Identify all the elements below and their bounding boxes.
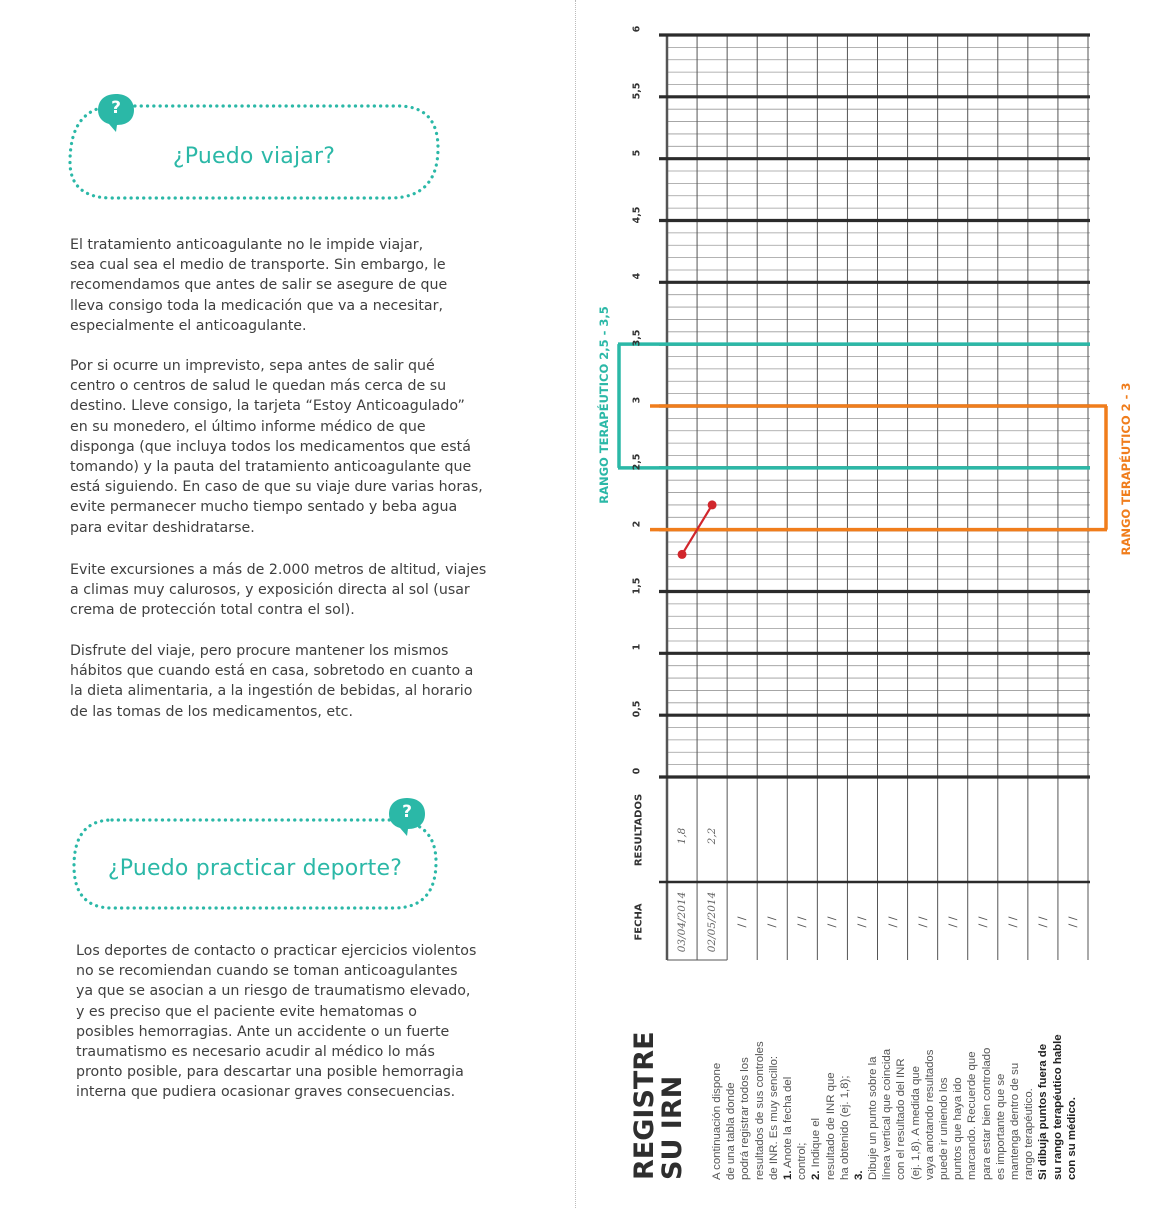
instruction-line: [911, 1034, 925, 1180]
instruction-line: [840, 1034, 854, 1180]
y-tick-label: 4,5: [631, 206, 643, 223]
instruction-text: (ej. 1,8). A medida que: [909, 1066, 922, 1180]
inr-chart: [576, 0, 1150, 1208]
date-cell: 03/04/2014: [676, 891, 689, 953]
date-cell-empty: / /: [855, 916, 869, 928]
right-page: [576, 0, 1150, 1208]
date-cell-empty: / /: [1066, 916, 1080, 928]
sport-paragraph-1: Los deportes de contacto o practicar ejercicios violentos no se recomiendan cuando se toman anticoagulantes ya que se asocian a un riesgo de traumatismo elevado, y es preciso que el paciente evite hematomas o posibles hemorragias. Ante un accidente o un fuerte traumatismo es necesario acudir al médico lo más pronto posible, para descartar una posible hemorragia interna que pudiera ocasionar graves consecuencias.: [76, 943, 477, 1101]
y-tick-label: 4: [631, 273, 643, 280]
header-resultados: RESULTADOS: [633, 793, 645, 867]
inr-data-point: [708, 500, 717, 509]
date-cell-empty: / /: [976, 916, 990, 928]
date-cell-empty: / /: [795, 916, 809, 928]
instruction-line: [896, 1034, 910, 1180]
range-label-orange: RANGO TERAPÉUTICO 2 - 3: [1119, 382, 1133, 556]
result-cell: 2,2: [706, 827, 719, 845]
instruction-line: [797, 1034, 811, 1180]
instruction-bold: con su médico.: [1065, 1097, 1078, 1180]
date-cell-empty: / /: [1006, 916, 1020, 928]
y-tick-label: 2: [631, 520, 643, 527]
instruction-text: línea vertical que coincida: [881, 1048, 894, 1180]
instruction-bold: 3.: [852, 1170, 865, 1180]
instruction-text: control;: [796, 1142, 809, 1180]
y-tick-label: 1: [631, 644, 643, 651]
y-tick-label: 0,5: [631, 700, 643, 718]
instruction-text: mantenga dentro de su: [1008, 1062, 1021, 1180]
y-tick-label: 5,5: [631, 82, 643, 100]
instruction-line: [882, 1034, 896, 1180]
date-cell-empty: / /: [825, 916, 839, 928]
travel-paragraph-2: Por si ocurre un imprevisto, sepa antes de salir qué centro o centros de salud le quedan más cerca de su destino. Lleve consigo, la tarjeta “Estoy Anticoagulado” en su monedero, el último informe médico de que disponga (que incluya todos los medicamentos que está tomando) y la pauta del tratamiento anticoagulante que está siguiendo. En caso de que su viaje dure varias horas, evite permanecer mucho tiempo sentado y beba agua para evitar deshidratarse.: [70, 358, 483, 536]
instruction-bold: Si dibuja puntos fuera de: [1037, 1043, 1050, 1180]
register-instructions: [712, 1034, 1081, 1180]
instruction-text: Dibuje un punto sobre la: [867, 1056, 880, 1180]
travel-paragraph-4: Disfrute del viaje, pero procure mantener los mismos hábitos que cuando está en casa, sobretodo en cuanto a la dieta alimentaria, a la ingestión de bebidas, al horario de las tomas de los medicamentos, etc.: [70, 643, 474, 720]
section-title: ¿Puedo viajar?: [172, 144, 336, 169]
travel-paragraph-3: Evite excursiones a más de 2.000 metros de altitud, viajes a climas muy calurosos, y exposición directa al sol (usar crema de protección total contra el sol).: [70, 562, 487, 619]
section-title: ¿Puedo practicar deporte?: [107, 856, 403, 881]
date-cell-empty: / /: [765, 916, 779, 928]
instruction-line: [783, 1034, 797, 1180]
instruction-line: [769, 1034, 783, 1180]
date-cell-empty: / /: [735, 916, 749, 928]
instruction-line: [726, 1034, 740, 1180]
instruction-line: [1024, 1034, 1038, 1180]
instruction-line: [868, 1034, 882, 1180]
instruction-line: [1010, 1034, 1024, 1180]
date-cell-empty: / /: [886, 916, 900, 928]
instruction-line: [811, 1034, 825, 1180]
date-cell-empty: / /: [1036, 916, 1050, 928]
instruction-line: [740, 1034, 754, 1180]
instruction-line: [1053, 1034, 1067, 1180]
section-title-bubble-sport: [72, 818, 438, 910]
instruction-text: de una tabla donde: [725, 1082, 738, 1180]
header-fecha: FECHA: [633, 903, 645, 941]
instruction-bold: 2.: [810, 1170, 823, 1180]
instruction-line: [1038, 1034, 1052, 1180]
instruction-text: de INR. Es muy sencillo:: [767, 1055, 780, 1180]
instruction-text: vaya anotando resultados: [923, 1049, 936, 1180]
instruction-line: [939, 1034, 953, 1180]
y-tick-label: 2,5: [631, 453, 643, 471]
y-tick-label: 6: [631, 25, 643, 33]
instruction-text: con el resultado del INR: [895, 1058, 908, 1180]
result-cell: 1,8: [676, 827, 689, 845]
instruction-line: [826, 1034, 840, 1180]
register-title-line-1: REGISTRE: [629, 1031, 660, 1180]
instruction-line: [996, 1034, 1010, 1180]
instruction-line: [755, 1034, 769, 1180]
instruction-text: resultados de sus controles: [753, 1041, 766, 1180]
instruction-text: puede ir uniendo los: [938, 1077, 950, 1180]
date-cell: 02/05/2014: [706, 891, 719, 953]
instruction-text: es importante que se: [994, 1073, 1007, 1180]
y-tick-label: 1,5: [631, 577, 643, 594]
y-tick-label: 3: [631, 396, 643, 404]
range-label-teal: RANGO TERAPÉUTICO 2,5 - 3,5: [597, 306, 611, 504]
instruction-text: A continuación dispone: [711, 1062, 723, 1180]
instruction-line: [1067, 1034, 1081, 1180]
register-title: [631, 1031, 687, 1180]
question-speech-bubble-icon: ?: [97, 92, 135, 132]
instruction-line: [712, 1034, 726, 1180]
instruction-text: Anote la fecha del: [781, 1076, 794, 1171]
instruction-line: [854, 1034, 868, 1180]
date-cell-empty: / /: [916, 916, 930, 928]
instruction-text: podrá registrar todos los: [739, 1057, 752, 1180]
instruction-bold: 1.: [781, 1170, 794, 1180]
travel-paragraph-1: El tratamiento anticoagulante no le impide viajar, sea cual sea el medio de transporte. Sin embargo, le recomendamos que antes de salir se asegure de que lleva consigo toda la medicación que va a necesitar, especialmente el anticoagulante.: [70, 237, 448, 334]
y-tick-label: 0: [631, 767, 643, 775]
instruction-line: [967, 1034, 981, 1180]
instruction-bold: su rango terapéutico hable: [1051, 1034, 1064, 1180]
question-speech-bubble-icon: ?: [388, 796, 426, 836]
instruction-text: marcando. Recuerde que: [966, 1051, 979, 1180]
y-tick-label: 5: [631, 149, 643, 156]
instruction-text: puntos que haya ido: [952, 1077, 965, 1180]
instruction-line: [953, 1034, 967, 1180]
inr-data-point: [678, 550, 687, 559]
instruction-line: [925, 1034, 939, 1180]
instruction-text: Indique el: [810, 1117, 823, 1171]
instruction-text: rango terapéutico.: [1023, 1088, 1036, 1180]
instruction-line: [982, 1034, 996, 1180]
date-cell-empty: / /: [946, 916, 960, 928]
instruction-text: resultado de INR que: [824, 1072, 837, 1180]
instruction-text: para estar bien controlado: [980, 1047, 993, 1180]
y-tick-label: 3,5: [631, 329, 643, 347]
register-title-line-2: SU IRN: [657, 1075, 688, 1180]
instruction-text: ha obtenido (ej. 1,8);: [838, 1075, 851, 1180]
